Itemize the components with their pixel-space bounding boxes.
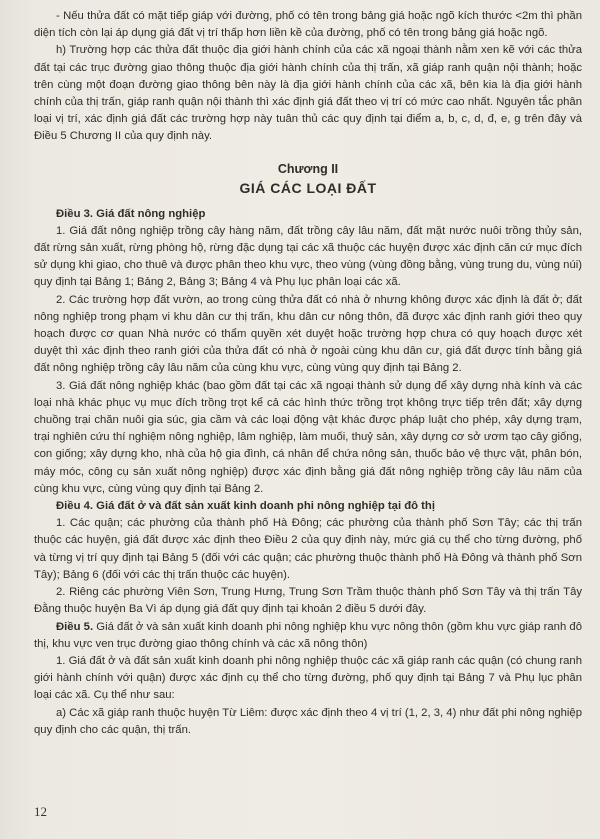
page-content: [34, 8, 582, 739]
article-5-clause-1: 1. Giá đất ở và đất sản xuất kinh doanh phi nông nghiệp thuộc các xã giáp ranh các quận (có chung ranh giới hành chính với quận) được xác định cụ thể cho từng đường, phố quy định tại Bảng 7 và Phụ lục phân loại các xã. Cụ thể như sau:: [34, 654, 582, 702]
article-3-heading: Điều 3. Giá đất nông nghiệp: [56, 207, 206, 220]
article-3-clause-1: 1. Giá đất nông nghiệp trồng cây hàng năm, đất trồng cây lâu năm, đất mặt nước nuôi trồng thủy sản, đất rừng sản xuất, rừng phòng hộ, rừng đặc dụng tại các xã thuộc các huyện được xác định căn cứ mục đích sử dụng khi giao, cho thuê và được phân theo khu vực, theo vùng (vùng đồng bằng, vùng trung du, vùng núi) quy định tại Bảng 1; Bảng 2, Bảng 3; Bảng 4 và Phụ lục phân loại các xã.: [34, 224, 582, 289]
page-number: 12: [34, 804, 47, 819]
paragraph-ngo-rule: - Nếu thửa đất có mặt tiếp giáp với đường, phố có tên trong bảng giá hoặc ngõ kích thước <2m thì phần diện tích còn lại áp dụng giá đất vị trí thấp hơn liền kề của đường, phố có tên trong bảng giá hoặc ngõ.: [34, 10, 582, 40]
article-5-intro-text: Giá đất ở và sản xuất kinh doanh phi nông nghiệp khu vực nông thôn (gồm khu vực giáp ranh đô thị, khu vực ven trục đường giao thông chính và các xã nông thôn): [34, 620, 582, 650]
article-3-clause-3: 3. Giá đất nông nghiệp khác (bao gồm đất tại các xã ngoại thành sử dụng để xây dựng nhà kính và các loại nhà khác phục vụ mục đích trồng trọt kể cả các hình thức trồng trọt không trực tiếp trên đất; xây dựng chuồng trại chăn nuôi gia súc, gia cầm và các loại động vật khác được pháp luật cho phép, xây dựng trạm, trại nghiên cứu thí nghiệm nông nghiệp, lâm nghiệp, làm muối, thuỷ sản, xây dựng cơ sở ươm tạo cây giống, con giống; xây dựng kho, nhà của hộ gia đình, cá nhân để chứa nông sản, thuốc bảo vệ thực vật, phân bón, máy móc, công cụ sản xuất nông nghiệp) được xác định bằng giá đất nông nghiệp trồng cây lâu năm của cùng khu vực, cùng vùng quy định tại Bảng 2.: [34, 379, 582, 495]
article-5-point-a: a) Các xã giáp ranh thuộc huyện Từ Liêm: được xác định theo 4 vị trí (1, 2, 3, 4) như đất phi nông nghiệp quy định cho các quận, thị trấn.: [34, 706, 583, 736]
article-5-heading: Điều 5.: [56, 620, 94, 633]
chapter-title: GIÁ CÁC LOẠI ĐẤT: [239, 179, 377, 196]
article-3-clause-2: 2. Các trường hợp đất vườn, ao trong cùng thửa đất có nhà ở nhưng không được xác định là đất ở; đất nông nghiệp trong phạm vi khu dân cư thị trấn, khu dân cư nông thôn, đã được xác định ranh giới theo quy hoạch được cơ quan Nhà nước có thẩm quyền xét duyệt hoặc trường hợp chưa có quy hoạch được xét duyệt thì xác định theo ranh giới của thửa đất có nhà ở ngoài cùng khu dân cư, giá đất được tính bằng giá đất nông nghiệp trồng cây lâu năm của cùng khu vực, cùng vùng quy định tại Bảng 2.: [34, 293, 582, 375]
article-4-clause-1: 1. Các quận; các phường của thành phố Hà Đông; các phường của thành phố Sơn Tây; các thị trấn thuộc các huyện, giá đất được xác định theo Điều 2 của quy định này, mức giá cụ thể cho từng đường, phố và từng vị trí quy định tại Bảng 5 (đối với các quận; các phường thuộc thành phố Hà Đông và thành phố Sơn Tây); Bảng 6 (đối với các thị trấn thuộc các huyện).: [34, 517, 582, 581]
paragraph-point-h: h) Trường hợp các thửa đất thuộc địa giới hành chính của các xã ngoại thành nằm xen kẽ với các thửa đất tại các trục đường giao thông thuộc địa giới hành chính của thị trấn, xã giáp ranh quận nội thành; hoặc trên cùng một đoạn đường giao thông bên này là địa giới hành chính của các xã, bên kia là địa giới hành chính của thị trấn, giáp ranh quận nội thành thì xác định giá đất theo vị trí có mức cao nhất. Nguyên tắc phân loại vị trí, xác định giá đất các trường hợp này tuân thủ các quy định tại điểm a, b, c, d, đ, e, g trên đây và Điều 5 Chương II của quy định này.: [34, 44, 582, 143]
article-4-clause-2: 2. Riêng các phường Viên Sơn, Trung Hưng, Trung Sơn Trầm thuộc thành phố Sơn Tây và thị trấn Tây Đằng thuộc huyện Ba Vì áp dụng giá đất quy định tại khoản 2 điều 5 dưới đây.: [34, 586, 582, 616]
article-4-heading: Điều 4. Giá đất ở và đất sản xuất kinh doanh phi nông nghiệp tại đô thị: [56, 500, 435, 513]
article-5-intro: [34, 619, 582, 653]
chapter-number: Chương II: [277, 161, 339, 176]
